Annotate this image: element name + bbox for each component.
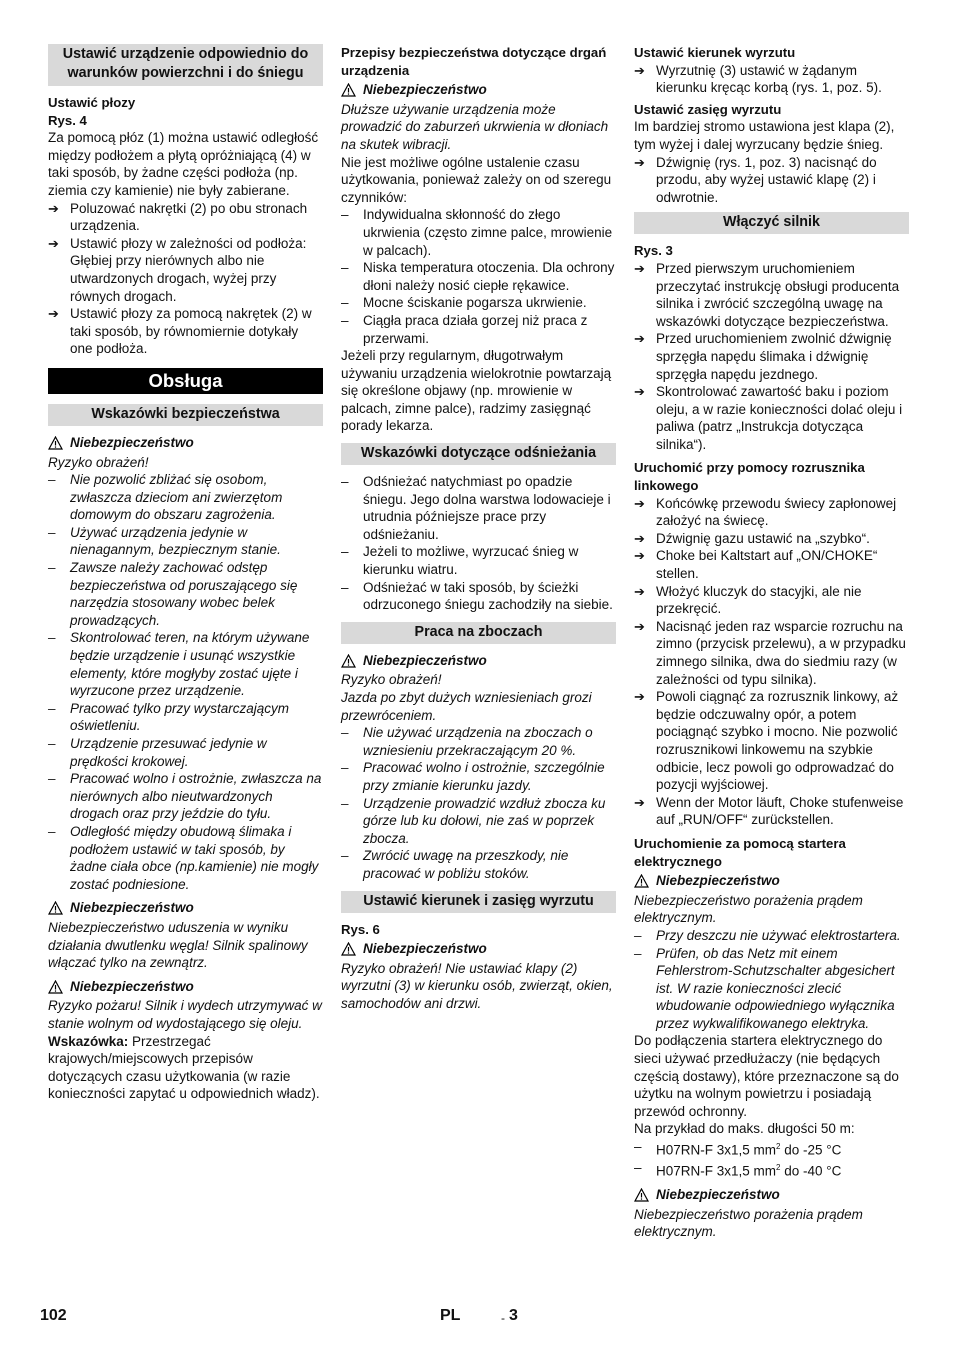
list-item: – Niska temperatura otoczenia. Dla ochrony dłoni należy nosić ciepłe rękawice. <box>341 260 615 293</box>
column-right <box>634 44 909 1241</box>
warning-triangle-icon <box>341 654 356 668</box>
danger-label: Niebezpieczeństwo <box>341 652 616 670</box>
section-heading-engine: Włączyć silnik <box>634 212 909 234</box>
subheading-vibration: Przepisy bezpieczeństwa dotyczące drgań urządzenia <box>341 45 607 78</box>
figure-ref: Rys. 4 <box>48 112 87 128</box>
arrow-icon: ➔ <box>634 689 645 705</box>
warning-triangle-icon <box>634 1188 649 1202</box>
list-item: – Jeżeli to możliwe, wyrzucać śnieg w kierunku wiatru. <box>341 544 579 578</box>
warning-triangle-icon <box>341 942 356 956</box>
arrow-icon: ➔ <box>634 583 645 599</box>
arrow-icon: ➔ <box>48 200 59 216</box>
warning-triangle-icon <box>341 83 356 97</box>
list-item: – Nie używać urządzenia na zboczach o wzniesieniu przekraczającym 20 %. <box>341 725 593 758</box>
subheading-direction: Ustawić kierunek wyrzutu <box>634 45 796 60</box>
section-heading-discharge: Ustawić kierunek i zasięg wyrzutu <box>341 891 616 913</box>
list-item: – Przy deszczu nie używać elektrostartera. <box>634 927 901 943</box>
danger-label: Niebezpieczeństwo <box>634 1186 909 1204</box>
list-item: ➔ Przed uruchomieniem zwolnić dźwignię sprzęgła napędu ślimaka i dźwignię sprzęgła napędu jezdnego. <box>634 331 892 382</box>
page-number: 102 <box>40 1307 67 1324</box>
section-heading-slopes: Praca na zboczach <box>341 622 616 644</box>
subheading-range: Ustawić zasięg wyrzutu <box>634 101 782 117</box>
list-item: – Prüfen, ob das Netz mit einem Fehlerstrom-Schutzschalter abgesichert ist. W razie konieczności zlecić wbudowanie odpowiedniego wyłącznika przez wykwalifikowanego elektryka. <box>634 945 895 1031</box>
warning-triangle-icon <box>48 980 63 994</box>
list-item: ➔ Poluzować nakrętki (2) po obu stronach urządzenia. <box>48 200 308 234</box>
arrow-icon: ➔ <box>48 235 59 251</box>
danger-label: Niebezpieczeństwo <box>48 899 323 917</box>
danger-text: Niebezpieczeństwo porażenia prądem elektrycznym. <box>634 892 863 926</box>
list-item: ➔ Ustawić płozy w zależności od podłoża: Głębiej przy nierównych albo nie utwardzonych drogach, wyżej przy równych drogach. <box>48 235 307 304</box>
arrow-icon: ➔ <box>634 260 645 276</box>
danger-text: Ryzyko obrażeń! <box>48 454 149 470</box>
dash-list <box>634 927 909 1033</box>
list-item: – Zwrócić uwagę na przeszkody, nie pracować w pobliżu stoków. <box>341 848 569 881</box>
paragraph: Na przykład do maks. długości 50 m: <box>634 1121 855 1137</box>
list-item: ➔ Choke bei Kaltstart auf „ON/CHOKE“ stellen. <box>634 548 878 582</box>
list-item: – Odległość między obudową ślimaka i podłożem ustawić w taki sposób, by żadne ciała obce (np.kamienie) nie mogły zostać podniesione. <box>48 823 319 892</box>
danger-label: Niebezpieczeństwo <box>634 872 909 890</box>
list-item: ➔ Włożyć kluczyk do stacyjki, ale nie przekręcić. <box>634 583 862 617</box>
paragraph: Do podłączenia startera elektrycznego do sieci używać przedłużaczy (nie będących częścią dostawy), które przeznaczone są do użytku na wolnym powietrzu i posiadają przewód ochronny. <box>634 1033 899 1119</box>
sub-page-number: 3 <box>509 1307 518 1324</box>
list-item: – Urządzenie przesuwać jedynie w prędkości krokowej. <box>48 736 267 769</box>
arrow-list <box>48 200 323 358</box>
list-item: – Nie pozwolić zbliżać się osobom, zwłaszcza dzieciom ani zwierzętom domowym do obszaru zagrożenia. <box>48 472 283 523</box>
arrow-icon: ➔ <box>634 384 645 400</box>
list-item: – Pracować tylko przy wystarczającym oświetleniu. <box>48 700 290 734</box>
danger-text: Ryzyko obrażeń! <box>341 672 442 688</box>
cable-list <box>634 1138 909 1180</box>
list-item: ➔ Wenn der Motor läuft, Choke stufenweise auf „RUN/OFF“ zurückstellen. <box>634 794 904 828</box>
note: Wskazówka: Przestrzegać krajowych/miejscowych przepisów dotyczących czasu użytkowania (w razie konieczności zapytać u odpowiednich władz). <box>48 1033 320 1102</box>
list-item: – Odśnieżać w taki sposób, by ścieżki odrzuconego śniegu zachodziły na siebie. <box>341 579 613 613</box>
paragraph: Jeżeli przy regularnym, długotrwałym używaniu urządzenia wielokrotnie powtarzają się określone objawy (np. mrowienie w palcach, zimne palce), radzimy zasięgnąć porady lekarza. <box>341 348 612 434</box>
danger-label: Niebezpieczeństwo <box>341 940 616 958</box>
arrow-icon: ➔ <box>634 495 645 511</box>
arrow-list <box>634 495 909 829</box>
dash-list <box>341 473 616 614</box>
section-heading-adjust: Ustawić urządzenie odpowiednio do warunków powierzchni i do śniegu <box>48 44 323 86</box>
list-item: – Używać urządzenia jedynie w nienagannym, bezpiecznym stanie. <box>48 524 281 558</box>
section-heading-snow: Wskazówki dotyczące odśnieżania <box>341 443 616 465</box>
arrow-icon: ➔ <box>634 530 645 546</box>
list-item: – Urządzenie prowadzić wzdłuż zbocza ku górze lub ku dołowi, nie zaś w poprzek zbocza. <box>341 795 606 846</box>
list-item: – Indywidualna skłonność do złego ukrwienia (często zimne palce, mrowienie w palcach). <box>341 207 613 258</box>
warning-triangle-icon <box>48 901 63 915</box>
danger-text: Ryzyko obrażeń! Nie ustawiać klapy (2) wyrzutni (3) w kierunku osób, zwierząt, okien, samochodów ani drzwi. <box>341 960 613 1011</box>
paragraph: Za pomocą płóz (1) można ustawić odległość między podłożem a płytą opróżniającą (4) w taki sposób, by żadne części podłoża (np. ziemia czy kamienie) nie były zabierane. <box>48 130 319 198</box>
list-item: ➔ Przed pierwszym uruchomieniem przeczytać instrukcję obsługi producenta silnika i zwrócić szczególną uwagę na wskazówki dotyczące bezpieczeństwa. <box>634 260 900 329</box>
list-item: ➔ Nacisnąć jeden raz wsparcie rozruchu na zimno (przycisk przelewu), a w przypadku zimnego silnika, dwa do siedmiu razy (w zależności od typu silnika). <box>634 618 906 687</box>
list-item: – Skontrolować teren, na którym używane będzie urządzenie i usunąć wszystkie elementy, które mogłyby zostać ujęte i wyrzucone przez urządzenie. <box>48 630 310 699</box>
list-item: – Zawsze należy zachować odstęp bezpieczeństwa od poruszającego się narzędzia stosowany wobec belek prowadzących. <box>48 560 298 628</box>
danger-text: Niebezpieczeństwo porażenia prądem elektrycznym. <box>634 1206 863 1240</box>
arrow-list <box>634 260 909 454</box>
dash-list <box>341 724 616 882</box>
danger-label: Niebezpieczeństwo <box>48 434 323 452</box>
footer-separator: - <box>501 1311 505 1325</box>
danger-label: Niebezpieczeństwo <box>341 81 616 99</box>
warning-triangle-icon <box>48 436 63 450</box>
warning-triangle-icon <box>634 874 649 888</box>
paragraph: Im bardziej stromo ustawiona jest klapa (2), tym wyżej i dalej wyrzucany będzie śnieg. <box>634 119 895 152</box>
subheading-electric-starter: Uruchomienie za pomocą startera elektrycznego <box>634 835 846 869</box>
arrow-icon: ➔ <box>634 154 645 170</box>
dash-list <box>341 206 616 347</box>
list-item: – Pracować wolno i ostrożnie, szczególnie przy zmianie kierunku jazdy. <box>341 760 605 793</box>
chapter-heading: Obsługa <box>48 368 323 394</box>
danger-text: Jazda po zbyt dużych wzniesieniach grozi przewróceniem. <box>341 690 592 723</box>
danger-text: Dłuższe używanie urządzenia może prowadzić do zaburzeń ukrwienia w dłoniach na skutek wibracji. <box>341 101 609 152</box>
figure-ref: Rys. 6 <box>341 921 380 937</box>
list-item: – Odśnieżać natychmiast po opadzie śniegu. Jego dolna warstwa lodowacieje i utrudnia późniejsze prace przy odśnieżaniu. <box>341 474 611 542</box>
arrow-icon: ➔ <box>48 306 59 322</box>
list-item: ➔ Dźwignię gazu ustawić na „szybko“. <box>634 530 870 546</box>
column-left <box>48 44 323 1103</box>
arrow-icon: ➔ <box>634 331 645 347</box>
section-heading-safety: Wskazówki bezpieczeństwa <box>48 404 323 426</box>
arrow-icon: ➔ <box>634 548 645 564</box>
figure-ref: Rys. 3 <box>634 243 673 259</box>
arrow-icon: ➔ <box>634 618 645 634</box>
list-item: – Ciągła praca działa gorzej niż praca z przerwami. <box>341 312 588 346</box>
arrow-icon: ➔ <box>634 62 645 78</box>
list-item: ➔ Wyrzutnię (3) ustawić w żądanym kierunku kręcąc korbą (rys. 1, poz. 5). <box>634 62 882 96</box>
list-item: – H07RN-F 3x1,5 $mm^2$ do -40 °C <box>634 1160 842 1179</box>
danger-text: Niebezpieczeństwo uduszenia w wyniku działania dwutlenku węgla! Silnik spalinowy włączać tylko na zewnątrz. <box>48 919 308 971</box>
list-item: ➔ Skontrolować zawartość baku i poziom oleju, a w razie konieczności dolać oleju i paliwa (patrz „Instrukcja dotycząca silnika“). <box>634 384 903 452</box>
list-item: – Pracować wolno i ostrożnie, zwłaszcza na nierównych albo nieutwardzonych drogach oraz przy jeździe do tyłu. <box>48 771 322 822</box>
subheading-skids: Ustawić płozy <box>48 95 136 110</box>
danger-text: Ryzyko pożaru! Silnik i wydech utrzymywać w stanie wolnym od wydostającego się oleju. <box>48 998 322 1031</box>
language-code: PL <box>440 1307 461 1324</box>
dash-list <box>48 471 323 893</box>
list-item: ➔ Ustawić płozy za pomocą nakrętek (2) w taki sposób, by równomiernie dotykały one podłoża. <box>48 306 312 357</box>
list-item: ➔ Końcówkę przewodu świecy zapłonowej założyć na świecę. <box>634 495 897 529</box>
list-item: – Mocne ściskanie pogarsza ukrwienie. <box>341 295 587 311</box>
danger-label: Niebezpieczeństwo <box>48 978 323 996</box>
list-item: ➔ Powoli ciągnąć za rozrusznik linkowy, aż będzie odczuwalny opór, a potem pociągnąć szybko i mocno. Nie pozwolić rozrusznikowi linkowemu na szybkie odbicie, lecz powoli go odprowadzać do pozycji wyjściowej. <box>634 689 899 793</box>
list-item: – H07RN-F 3x1,5 $mm^2$ do -25 °C <box>634 1139 842 1158</box>
arrow-icon: ➔ <box>634 794 645 810</box>
paragraph: Nie jest możliwe ogólne ustalenie czasu użytkowania, ponieważ zależy on od szeregu czynników: <box>341 154 612 205</box>
list-item: ➔ Dźwignię (rys. 1, poz. 3) nacisnąć do przodu, aby wyżej ustawić klapę (2) i odwrotnie. <box>634 154 877 205</box>
column-middle <box>341 44 616 1013</box>
subheading-recoil: Uruchomić przy pomocy rozrusznika linkowego <box>634 460 865 494</box>
